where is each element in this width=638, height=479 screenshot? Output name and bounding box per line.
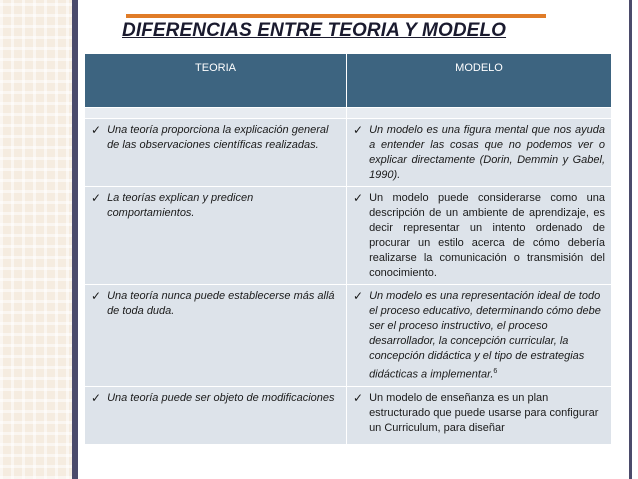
table-row	[85, 386, 612, 444]
teoria-cell	[85, 187, 347, 285]
modelo-text-wrap	[369, 289, 605, 383]
check-icon: ✓	[91, 289, 102, 303]
check-icon: ✓	[91, 191, 102, 205]
modelo-cell	[347, 187, 612, 285]
check-icon: ✓	[91, 123, 102, 137]
table-row	[85, 119, 612, 187]
modelo-text: Un modelo puede considerarse como una descripción de un ambiente de aprendizaje, es decir representar un intento ordenado de procurar un estilo acerca de cómo debería realizarse la comunicación o transmisión del conocimiento.	[369, 192, 605, 279]
check-icon: ✓	[353, 289, 364, 303]
check-icon: ✓	[91, 390, 102, 405]
modelo-text: Un modelo es una figura mental que nos ayuda a entender las cosas que no podemos ver o explicar directamente (Dorin, Demmin y Gabel, 1990).	[369, 124, 605, 181]
teoria-cell	[85, 386, 347, 444]
header-modelo: MODELO	[347, 54, 612, 108]
check-icon: ✓	[353, 390, 364, 405]
check-icon: ✓	[353, 191, 364, 205]
teoria-text: Una teoría nunca puede establecerse más allá de toda duda.	[107, 290, 335, 317]
check-icon: ✓	[353, 123, 364, 137]
slide-title: DIFERENCIAS ENTRE TEORIA Y MODELO	[122, 20, 507, 41]
teoria-cell	[85, 119, 347, 187]
header-teoria: TEORIA	[85, 54, 347, 108]
slide-frame-right-bar	[629, 0, 632, 479]
title-accent-line	[126, 14, 546, 18]
table-spacer-row	[85, 108, 612, 119]
table-header-row	[85, 54, 612, 108]
modelo-text: Un modelo de enseñanza es un plan estructurado que puede usarse para configurar un Curriculum, para diseñar	[369, 391, 599, 434]
table-row	[85, 285, 612, 387]
slide-frame-left-bar	[72, 0, 78, 479]
teoria-cell	[85, 285, 347, 387]
teoria-text: La teorías explican y predicen comportamientos.	[107, 192, 254, 219]
teoria-text: Una teoría puede ser objeto de modificaciones	[107, 391, 335, 404]
comparison-table	[84, 53, 612, 445]
table-row	[85, 187, 612, 285]
modelo-text: Un modelo es una representación ideal de todo el proceso educativo, determinando cómo debe ser el proceso instructivo, el proceso desarrollador, la concepción curricular, la concepción didáctica y el tipo de estrategias didácticas a implementar.	[369, 290, 601, 381]
modelo-cell	[347, 119, 612, 187]
teoria-text: Una teoría proporciona la explicación general de las observaciones científicas realizadas.	[107, 124, 329, 151]
decorative-side-pattern	[0, 0, 72, 479]
footnote-marker: 6	[493, 368, 498, 375]
modelo-cell	[347, 285, 612, 387]
modelo-cell	[347, 386, 612, 444]
